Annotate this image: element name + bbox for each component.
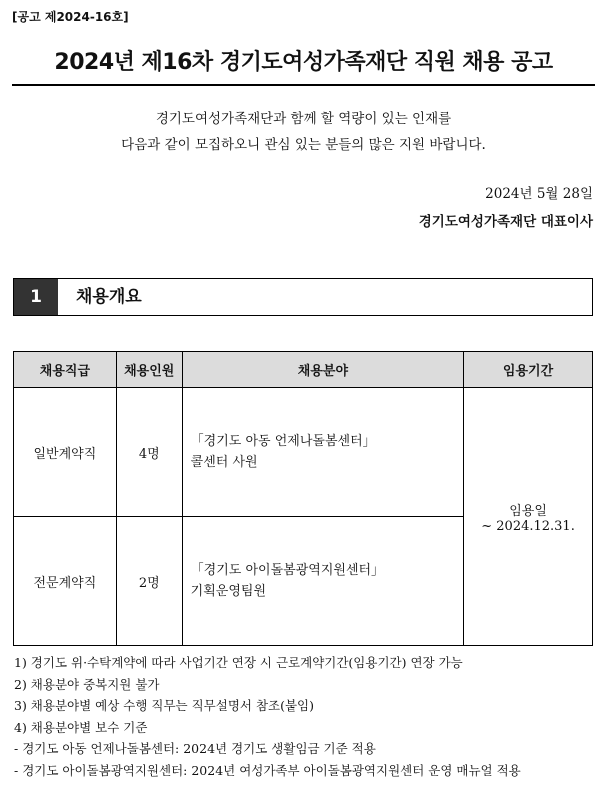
field-org: 「경기도 아이돌봄광역지원센터」: [190, 563, 385, 578]
header-grade: 채용직급: [14, 352, 117, 388]
note-item: 1) 경기도 위·수탁계약에 따라 사업기간 연장 시 근로계약기간(임용기간) 연장 가능: [14, 655, 463, 670]
note-item: 4) 채용분야별 보수 기준: [14, 719, 148, 735]
header-count: 채용인원: [116, 352, 182, 388]
section-title: 채용개요: [76, 287, 142, 307]
cell-grade: 일반계약직: [14, 388, 117, 517]
intro-line-2: 다음과 같이 모집하오니 관심 있는 분들의 많은 지원 바랍니다.: [121, 137, 486, 153]
cell-count: 4명: [116, 388, 182, 517]
table-row: [14, 388, 593, 517]
cell-field: [182, 517, 463, 646]
recruitment-table: [13, 351, 593, 646]
note-item: 3) 채용분야별 예상 수행 직무는 직무설명서 참조(붙임): [14, 698, 314, 713]
table-header-row: [14, 352, 593, 388]
field-role: 기획운영팀원: [190, 584, 267, 599]
intro-text: [0, 106, 607, 158]
notes-list: [14, 652, 521, 781]
section-number: 1: [14, 279, 58, 315]
title-divider: [12, 84, 595, 86]
note-subitem: - 경기도 아동 언제나돌봄센터: 2024년 경기도 생활임금 기준 적용: [14, 741, 376, 756]
header-period: 임용기간: [464, 352, 593, 388]
note-item: 2) 채용분야 중복지원 불가: [14, 676, 160, 692]
section-header: [13, 278, 593, 316]
field-org: 「경기도 아동 언제나돌봄센터」: [190, 434, 376, 449]
notice-number: [공고 제2024-16호]: [12, 10, 129, 24]
announcement-date: 2024년 5월 28일: [485, 186, 593, 202]
issuer-name: 경기도여성가족재단 대표이사: [418, 214, 593, 230]
header-field: 채용분야: [182, 352, 463, 388]
period-end: ~ 2024.12.31.: [481, 518, 575, 534]
cell-period: [464, 388, 593, 646]
cell-grade: 전문계약직: [14, 517, 117, 646]
period-start: 임용일: [509, 503, 547, 519]
intro-line-1: 경기도여성가족재단과 함께 할 역량이 있는 인재를: [155, 111, 452, 127]
cell-field: [182, 388, 463, 517]
field-role: 콜센터 사원: [190, 455, 258, 470]
cell-count: 2명: [116, 517, 182, 646]
page-title: 2024년 제16차 경기도여성가족재단 직원 채용 공고: [54, 50, 553, 75]
note-subitem: - 경기도 아이돌봄광역지원센터: 2024년 여성가족부 아이돌봄광역지원센터 운영 매뉴얼 적용: [14, 762, 521, 778]
